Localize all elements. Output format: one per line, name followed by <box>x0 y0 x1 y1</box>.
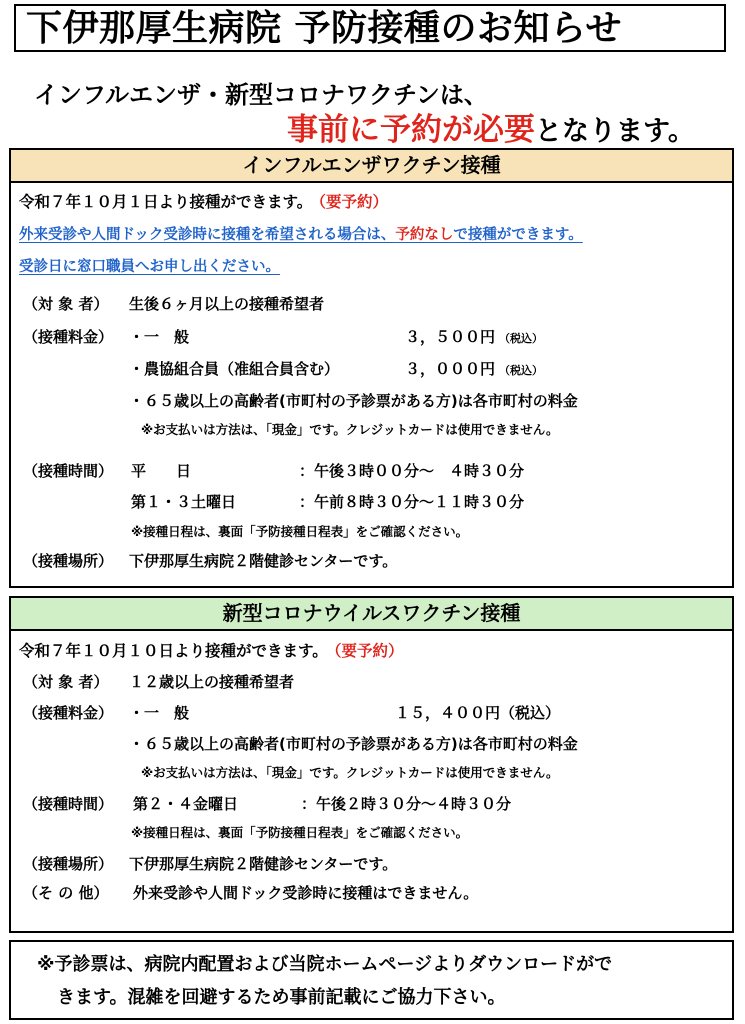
lead-line-2-rest: となります。 <box>535 116 695 147</box>
flu-fee-coop: ・農協組合員（准組合員含む） <box>129 360 340 378</box>
covid-place-value: 下伊那厚生病院２階健診センターです。 <box>129 855 398 873</box>
flu-walkin-info-line2: 受診日に窓口職員へお申し出ください。 <box>19 259 280 275</box>
lead-line-1: インフルエンザ・新型コロナワクチンは、 <box>34 81 488 109</box>
flu-fee-general-tax: （税込） <box>499 332 544 345</box>
flu-fee-coop-tax: （税込） <box>499 364 544 377</box>
download-notice-line-1: ※予診票は、病院内配置および当院ホームページよりダウンロードがで <box>37 954 613 975</box>
covid-reservation-tag: （要予約） <box>333 642 404 660</box>
flu-fee-senior: ・６５歳以上の高齢者(市町村の予診票がある方)は各市町村の料金 <box>129 392 578 410</box>
flu-fee-general-price <box>405 326 543 347</box>
flu-section-heading: インフルエンザワクチン接種 <box>11 150 732 183</box>
covid-schedule-note: ※接種日程は、裏面「予防接種日程表」をご確認ください。 <box>131 825 469 840</box>
flu-walkin-info <box>19 223 583 244</box>
flu-fee-general: ・一 般 <box>129 328 190 346</box>
flu-time-weekday-value: ：午後３時００分～ ４時３０分 <box>299 462 525 480</box>
covid-start-line <box>19 639 404 661</box>
flu-section <box>9 148 734 588</box>
flu-target-label: （対 象 者） <box>23 295 109 313</box>
flu-walkin-text-a: 外来受診や人間ドック受診時に接種を希望される場合は、 <box>19 227 396 243</box>
flu-schedule-note: ※接種日程は、裏面「予防接種日程表」をご確認ください。 <box>131 524 469 539</box>
covid-time-day: 第２・４金曜日 <box>133 795 239 813</box>
flu-fee-coop-amount: ３，０００円 <box>405 360 496 378</box>
covid-fee-senior: ・６５歳以上の高齢者(市町村の予診票がある方)は各市町村の料金 <box>129 735 578 753</box>
covid-time-label: （接種時間） <box>23 795 114 813</box>
flu-reservation-tag: （要予約） <box>318 193 389 211</box>
covid-place-label: （接種場所） <box>23 855 114 873</box>
lead-line-2 <box>287 104 695 149</box>
covid-target-label: （対 象 者） <box>23 673 109 691</box>
flu-walkin-text-b: で接種ができます。 <box>453 227 583 243</box>
covid-fee-general-price: １５，４００円（税込） <box>395 704 561 722</box>
covid-other-label: （そ の 他） <box>23 884 109 902</box>
flu-payment-note: ※お支払いは方法は、「現金」です。クレジットカードは使用できません。 <box>141 422 559 437</box>
flu-place-label: （接種場所） <box>23 552 114 570</box>
covid-section-heading: 新型コロナウイルスワクチン接種 <box>11 598 732 631</box>
flu-time-saturday-value: ：午前８時３０分～１１時３０分 <box>299 493 525 511</box>
flu-start-line <box>19 190 388 212</box>
reservation-required-text: 事前に予約が必要 <box>287 112 535 148</box>
flu-no-reservation-text: 予約なし <box>395 227 454 243</box>
flu-fee-general-amount: ３，５００円 <box>405 328 496 346</box>
flu-time-weekday: 平 日 <box>131 462 192 480</box>
covid-time-value: ：午後２時３０分～４時３０分 <box>301 795 512 813</box>
covid-fee-general: ・一 般 <box>129 704 190 722</box>
covid-payment-note: ※お支払いは方法は、「現金」です。クレジットカードは使用できません。 <box>141 765 559 780</box>
flu-fee-coop-price <box>405 358 543 379</box>
flu-target-value: 生後６ヶ月以上の接種希望者 <box>129 295 325 313</box>
download-notice-box <box>9 940 734 1020</box>
flu-time-label: （接種時間） <box>23 462 114 480</box>
flu-fee-label: （接種料金） <box>23 328 114 346</box>
download-notice-line-2: きます。混雑を回避するため事前記載にご協力下さい。 <box>57 987 506 1008</box>
title-box <box>14 4 726 52</box>
flu-start-text: 令和７年１０月１日より接種ができます。 <box>19 193 313 211</box>
covid-section <box>9 596 734 933</box>
covid-target-value: １２歳以上の接種希望者 <box>129 673 295 691</box>
flu-place-value: 下伊那厚生病院２階健診センターです。 <box>129 552 398 570</box>
covid-other-value: 外来受診や人間ドック受診時に接種はできません。 <box>133 884 479 902</box>
page-title: 下伊那厚生病院 予防接種のお知らせ <box>26 8 622 49</box>
flu-time-saturday: 第１・３土曜日 <box>131 493 237 511</box>
covid-fee-label: （接種料金） <box>23 704 114 722</box>
covid-start-text: 令和７年１０月１０日より接種ができます。 <box>19 642 328 660</box>
